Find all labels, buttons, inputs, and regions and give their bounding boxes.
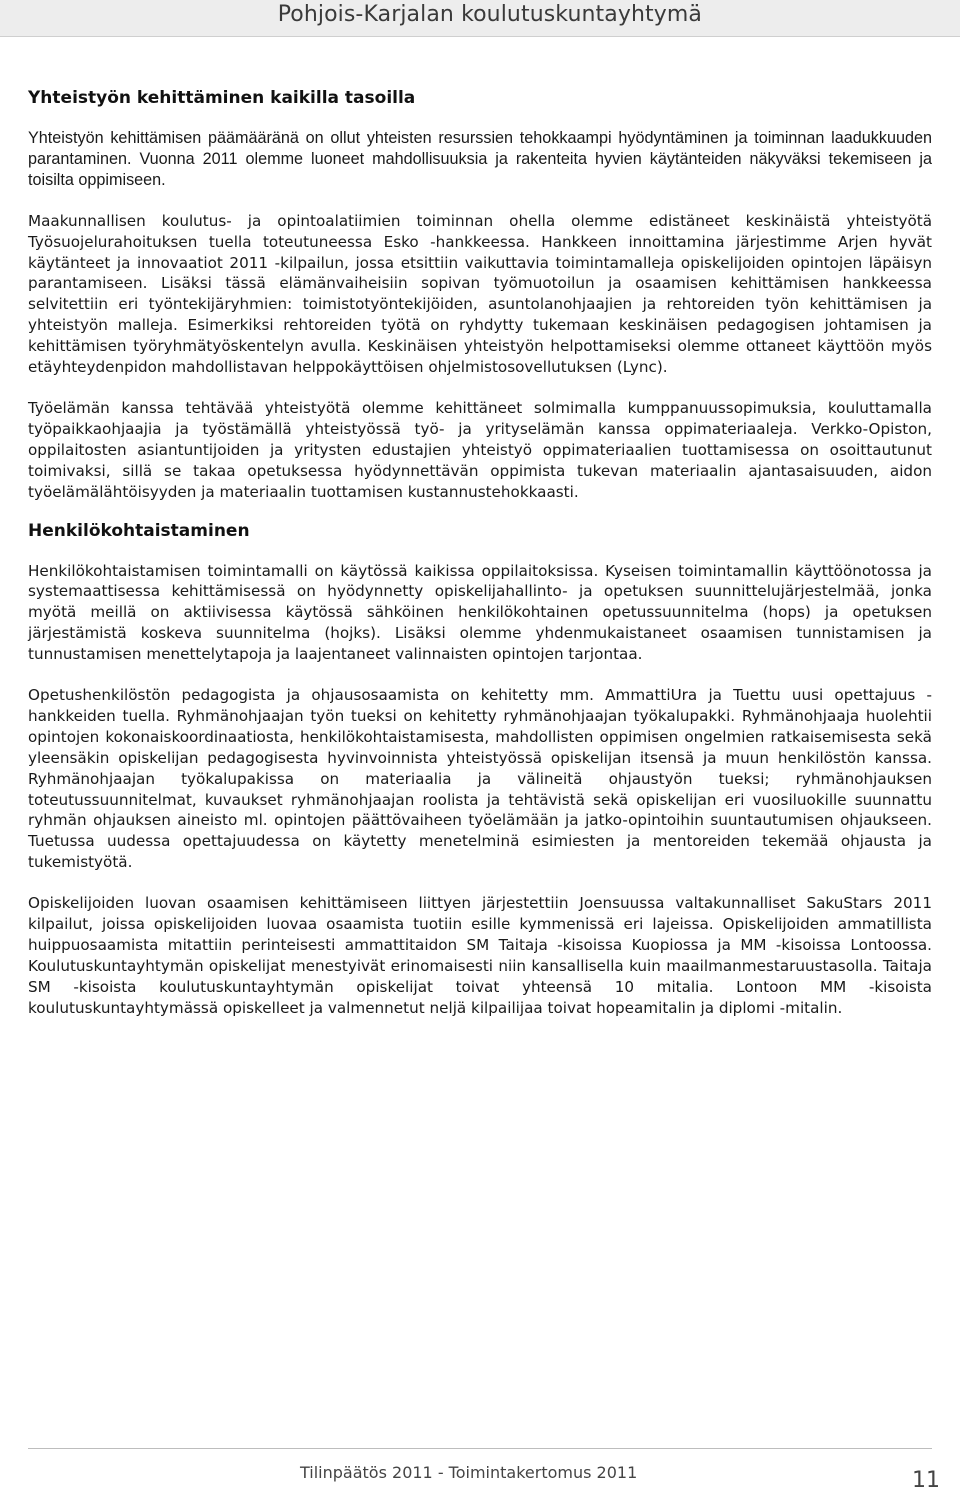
paragraph: Yhteistyön kehittämisen päämääränä on ollut yhteisten resurssien tehokkaampi hyödyntäminen ja toiminnan laadukkuuden parantaminen. Vuonna 2011 olemme luoneet mahdollisuuksia ja rakenteita hyvien käytänteiden näkyväksi tekemiseen ja toisilta oppimiseen. <box>28 129 932 189</box>
page-number: 11 <box>912 1468 940 1493</box>
organization-name: Pohjois-Karjalan koulutuskuntayhtymä <box>277 2 702 27</box>
main-content <box>28 88 932 1039</box>
footer-divider <box>28 1448 932 1449</box>
section-heading-personalisation: Henkilökohtaistaminen <box>28 520 250 541</box>
paragraph: Maakunnallisen koulutus- ja opintoalatiimien toiminnan ohella olemme edistäneet keskinäistä yhteistyötä Työsuojelurahoituksen tuella toteutuneessa Esko -hankkeessa. Hankkeen innoittamina järjestimme Arjen hyvät käytänteet ja innovaatiot 2011 -kilpailun, jossa etsittiin vaikuttavia toimintamalleja opiskelijoiden opintojen läpäisyn parantamiseen. Lisäksi tässä elämänvaiheisiin sopivan työmuotoilun ja osaamisen kehittämisen hankkeessa selvitettiin eri työntekijäryhmien: toimistotyöntekijöiden, asuntolanohjaajien ja rehtoreiden työn kehittämisen ja yhteistyön malleja. Esimerkiksi rehtoreiden työtä on ryhdytty tukemaan keskinäisen pedagogisen johtamisen ja kehittämisen työryhmätyöskentelyn avulla. Keskinäisen yhteistyön helpottamiseksi olemme ottaneet käyttöön myös etäyhteydenpidon mahdollistavan helppokäyttöisen ohjelmistosovellutuksen (Lync). <box>28 211 932 377</box>
section-heading-cooperation: Yhteistyön kehittäminen kaikilla tasoilla <box>28 88 416 108</box>
paragraph: Opetushenkilöstön pedagogista ja ohjausosaamista on kehitetty mm. AmmattiUra ja Tuettu uusi opettajuus -hankkeiden tuella. Ryhmänohjaajan työn tueksi on kehitetty ryhmänohjaajan työkalupakki. Ryhmänohjaaja huolehtii opintojen kokonaiskoordinaatiosta, henkilökohtaistamisesta, mahdollisten oppimisen ongelmien ratkaisemisesta sekä yleensäkin opiskelijan pedagogisesta hyvinvoinnista yhteistyössä opiskelijan itsensä ja muun henkilöstön kanssa. Ryhmänohjaajan työkalupakissa on materiaalia ja välineitä ohjaustyön tueksi; ryhmänohjauksen toteutussuunnitelmat, kuvaukset ryhmänohjaajan roolista ja tehtävistä sekä opiskelijan eri vuosiluokille suunnattu ryhmän ohjauksen aineisto ml. opintojen päättövaiheen työelämään ja jatko-opintoihin suuntautumisen ohjaukseen. Tuetussa uudessa opettajuudessa on käytetty menetelminä esimiesten ja mentoreiden tekemää ohjausta ja tukemistyötä. <box>28 686 932 872</box>
footer-publication-title: Tilinpäätös 2011 - Toimintakertomus 2011 <box>300 1463 638 1482</box>
paragraph: Työelämän kanssa tehtävää yhteistyötä olemme kehittäneet solmimalla kumppanuussopimuksia, kouluttamalla työpaikkaohjaajia ja työstämällä yhteistyössä työ- ja yrityselämän kanssa oppimateriaaleja. Verkko-Opiston, oppilaitosten asiantuntijoiden ja yritysten edustajien yhteistyö oppimateriaalien tuottamisessa on osoittautunut toimivaksi, sillä se takaa opetuksessa hyödynnettävän oppimista tukevan materiaalin ajantasaisuuden, aidon työelämälähtöisyyden ja materiaalin tuottamisen kustannustehokkaasti. <box>28 398 932 501</box>
header-bar <box>0 0 960 37</box>
paragraph: Opiskelijoiden luovan osaamisen kehittämiseen liittyen järjestettiin Joensuussa valtakunnalliset SakuStars 2011 kilpailut, joissa opiskelijoiden luovaa osaamista tuotiin esille kymmenissä eri lajeissa. Opiskelijoiden ammatillista huippuosaamista mitattiin perinteisesti ammattitaidon SM Taitaja -kisoissa Kuopiossa ja MM -kisoissa Lontoossa. Koulutuskuntayhtymän opiskelijat menestyivät erinomaisesti niin kansallisella kuin maailmanmestaruustasolla. Taitaja SM -kisoista koulutuskuntayhtymän opiskelijat toivat yhteensä 10 mitalia. Lontoon MM -kisoista koulutuskuntayhtymässä opiskelleet ja valmennetut neljä kilpailijaa toivat hopeamitalin ja diplomi -mitalin. <box>28 894 932 1017</box>
paragraph: Henkilökohtaistamisen toimintamalli on käytössä kaikissa oppilaitoksissa. Kyseisen toimintamallin käyttöönotossa ja systemaattisessa kehittämisessä on hyödynnetty opiskelijahallinto- ja opetuksen suunnittelujärjestelmää, jonka myötä meillä on aktiivisessa käytössä sähköinen henkilökohtainen opetussuunnitelma (hops) ja opetuksen järjestämistä koskeva suunnitelma (hojks). Lisäksi olemme yhdenmukaistaneet osaamisen tunnistamisen ja tunnustamisen menettelytapoja ja laajentaneet valinnaisten opintojen tarjontaa. <box>28 561 932 664</box>
